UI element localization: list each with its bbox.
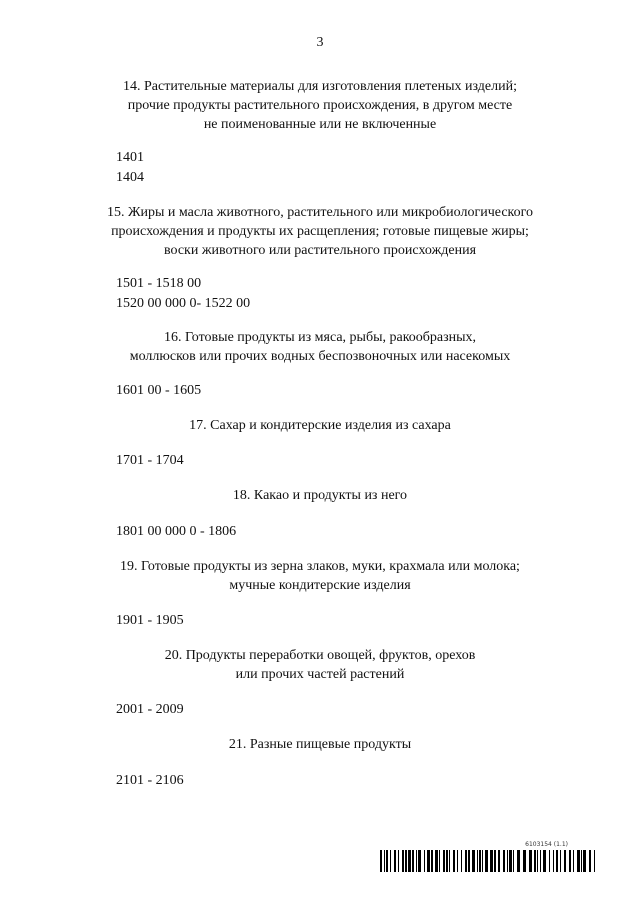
hs-code: 1401 [116,150,144,165]
section-title-line: не поименованные или не включенные [203,117,437,132]
hs-code: 1901 - 1905 [116,613,184,628]
barcode-bar [390,850,391,872]
barcode-bar [446,850,448,872]
barcode-bar [543,850,546,872]
section-title-line: моллюсков или прочих водных беспозвоночных или насекомых [129,349,511,364]
barcode-bar [477,850,478,872]
barcode-bar [529,850,532,872]
section-title-line: 17. Сахар и кондитерские изделия из сахара [189,418,451,433]
section-title-line: происхождения и продукты их расщепления; готовые пищевые жиры; [111,224,529,239]
section-15-title [70,203,570,260]
barcode-bar [556,850,558,872]
barcode-bar [560,850,561,872]
section-title-line: воски животного или растительного происхождения [163,243,477,258]
barcode-bar [408,850,411,872]
barcode-bar [589,850,591,872]
barcode-bar [472,850,475,872]
barcode-bar [498,850,500,872]
barcode-bar [439,850,440,872]
barcode-bar [490,850,493,872]
barcode-bar [569,850,571,872]
barcode-bar [523,850,526,872]
barcode-bar [386,850,388,872]
hs-code: 1701 - 1704 [116,453,184,468]
barcode-bar [431,850,433,872]
hs-code: 1520 00 000 0- 1522 00 [116,296,251,311]
barcode-bar [485,850,488,872]
section-title-line: 14. Растительные материалы для изготовления плетеных изделий; [123,79,517,94]
barcode-caption: 6103154 (1.1) [525,841,568,848]
barcode-bar [465,850,467,872]
section-17-title [70,416,570,435]
section-19-title [70,557,570,595]
barcode-bar [553,850,554,872]
barcode-bar [443,850,445,872]
section-16-title [70,328,570,366]
barcode-bar [494,850,496,872]
barcode-bar [468,850,470,872]
barcode-bar [513,850,514,872]
barcode-bar [482,850,483,872]
section-14-title [70,77,570,134]
barcode-bar [503,850,505,872]
barcode-bar [453,850,455,872]
barcode-bar [435,850,438,872]
barcode-bar [398,850,399,872]
hs-code: 1501 - 1518 00 [116,276,202,291]
barcode-bar [424,850,425,872]
section-title-line: 19. Готовые продукты из зерна злаков, муки, крахмала или молока; [120,559,520,574]
barcode-bar [517,850,520,872]
hs-code: 2101 - 2106 [116,773,184,788]
section-title-line: 20. Продукты переработки овощей, фруктов, орехов [164,648,476,663]
barcode-bar [461,850,462,872]
barcode-bar [581,850,582,872]
page-number: 3 [316,35,324,50]
barcode-bar [412,850,414,872]
barcode-icon [380,850,598,872]
barcode-bar [577,850,580,872]
barcode-bar [449,850,450,872]
barcode-bar [418,850,421,872]
barcode-bar [479,850,481,872]
barcode-bar [594,850,595,872]
barcode-bar [416,850,417,872]
barcode-bar [380,850,382,872]
section-title-line: 18. Какао и продукты из него [232,488,408,503]
barcode-bar [549,850,550,872]
section-title-line: 16. Готовые продукты из мяса, рыбы, ракообразных, [163,330,477,345]
barcode-bar [402,850,404,872]
barcode-bar [509,850,512,872]
hs-code: 1404 [116,170,144,185]
section-title-line: или прочих частей растений [235,667,405,682]
section-title-line: прочие продукты растительного происхождения, в другом месте [127,98,513,113]
hs-code: 2001 - 2009 [116,702,184,717]
barcode-bar [507,850,508,872]
barcode-bar [384,850,385,872]
barcode-bar [394,850,396,872]
hs-code: 1601 00 - 1605 [116,383,202,398]
section-18-title [70,486,570,505]
barcode-bar [573,850,574,872]
barcode-bar [534,850,536,872]
barcode-bar [583,850,586,872]
section-title-line: 21. Разные пищевые продукты [228,737,412,752]
barcode-bar [540,850,541,872]
barcode-bar [405,850,407,872]
section-title-line: 15. Жиры и масла животного, растительного или микробиологического [106,205,534,220]
section-21-title [70,735,570,754]
barcode-bar [537,850,538,872]
barcode-bar [427,850,430,872]
section-20-title [70,646,570,684]
hs-code: 1801 00 000 0 - 1806 [116,524,237,539]
barcode-bar [564,850,566,872]
section-title-line: мучные кондитерские изделия [229,578,411,593]
barcode-bar [457,850,458,872]
